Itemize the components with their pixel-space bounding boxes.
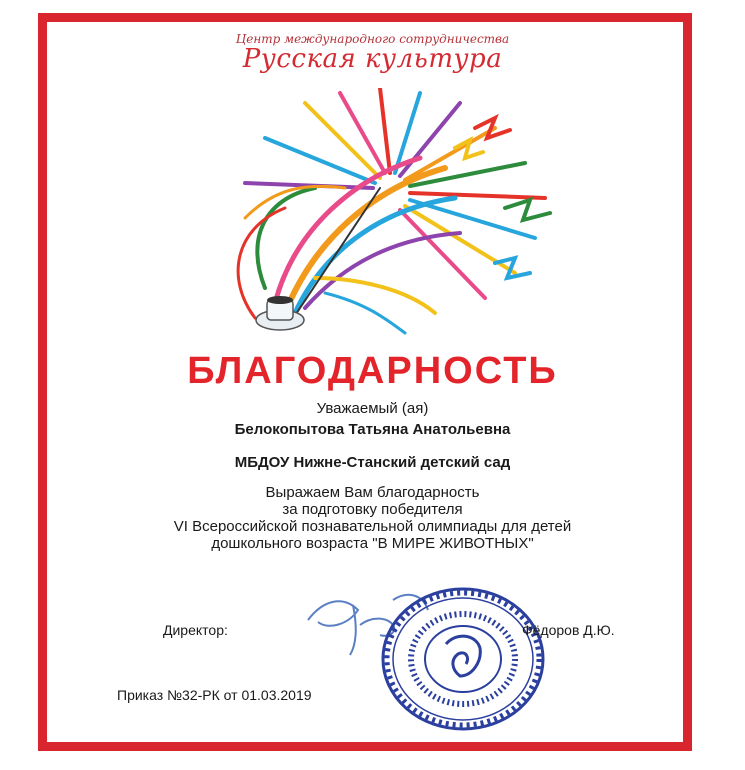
- body-line: Выражаем Вам благодарность: [265, 484, 480, 501]
- header-subtitle: Центр международного сотрудничества: [235, 32, 510, 46]
- quill-illustration: [205, 88, 565, 338]
- greeting: Уважаемый (ая): [316, 400, 429, 417]
- header-brand: Русская культура: [242, 44, 503, 74]
- official-seal: [378, 584, 548, 734]
- body-line: VI Всероссийской познавательной олимпиады для детей: [173, 518, 572, 535]
- recipient-name: Белокопытова Татьяна Анатольевна: [234, 421, 511, 438]
- director-label: Директор:: [163, 622, 228, 638]
- organization-name: МБДОУ Нижне-Станский детский сад: [234, 454, 511, 471]
- body-line: дошкольного возраста "В МИРЕ ЖИВОТНЫХ": [211, 535, 534, 552]
- certificate-title: БЛАГОДАРНОСТЬ: [187, 350, 558, 392]
- body-line: за подготовку победителя: [282, 501, 463, 518]
- director-name: Фёдоров Д.Ю.: [522, 622, 615, 638]
- order-number: Приказ №32-РК от 01.03.2019: [117, 687, 312, 703]
